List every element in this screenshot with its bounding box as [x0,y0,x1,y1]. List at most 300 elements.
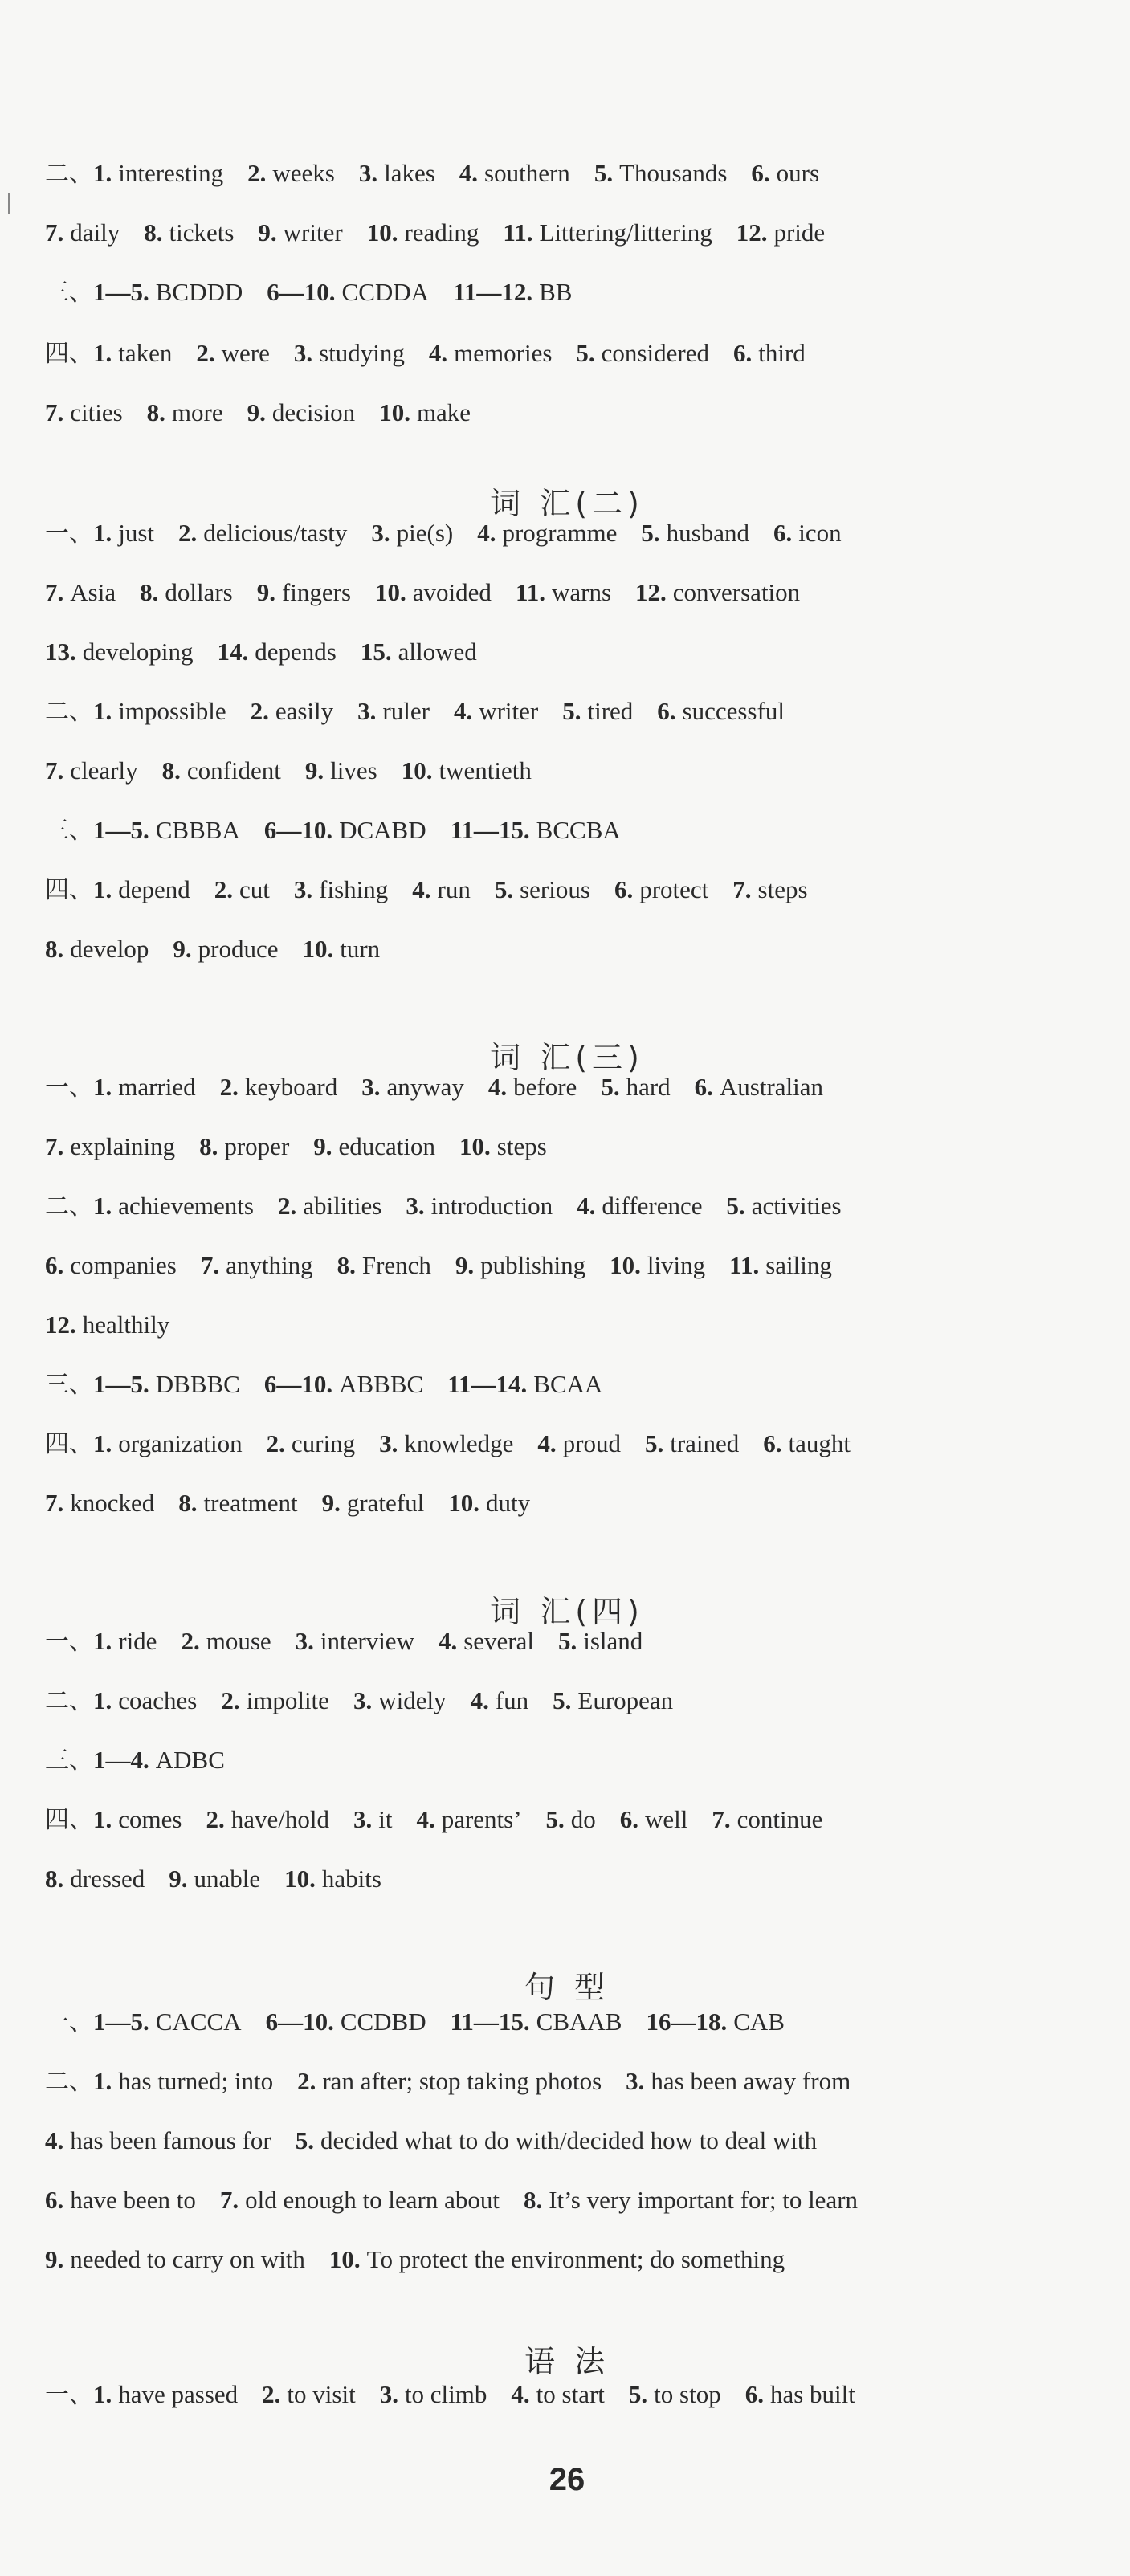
answer-number: 1—5. [93,278,149,306]
answer-number: 1. [93,697,112,725]
answer-text: CCDDA [341,278,430,306]
section-prefix: 二、 [45,160,93,188]
answer-number: 11—15. [450,2007,530,2036]
answer-item [294,339,405,367]
answer-item [45,218,120,247]
answer-item [357,697,430,725]
answer-item [262,2380,356,2408]
answer-item [359,159,435,187]
answer-number: 1. [93,2067,112,2095]
answer-item [93,278,243,306]
answer-number: 9. [313,1132,332,1160]
answer-number: 4. [412,875,431,903]
answer-item [45,2245,305,2273]
answer-item [147,398,223,426]
section-prefix: 二、 [45,1687,93,1715]
answer-text: habits [321,1865,381,1893]
answer-text: education [338,1132,436,1160]
answer-item [45,1489,154,1517]
answer-number: 8. [178,1489,198,1517]
answer-text: to visit [287,2380,356,2408]
answer-number: 4. [416,1805,435,1833]
answer-line [45,628,501,676]
answer-item [453,278,572,306]
answer-item [45,2186,196,2214]
answer-number: 7. [45,398,64,426]
answer-text: pride [773,218,826,247]
answer-text: proud [562,1429,621,1457]
answer-number: 6. [619,1805,639,1833]
answer-item [220,1073,338,1101]
answer-text: treatment [203,1489,298,1517]
answer-item [313,1132,435,1160]
answer-number: 8. [337,1251,356,1279]
answer-line [45,2117,841,2165]
section-heading-vocab-3: 词 汇(三) [490,1040,644,1075]
answer-item [45,1132,175,1160]
answer-item [278,1192,381,1220]
answer-number: 3. [358,159,378,187]
section-prefix: 一、 [45,2008,93,2036]
answer-number: 6. [751,159,770,187]
answer-text: dollars [165,578,233,606]
answer-item [297,2067,602,2095]
answer-text: sailing [765,1251,832,1279]
answer-item [635,578,800,606]
answer-text: warns [551,578,612,606]
answer-text: studying [319,339,405,367]
answer-number: 6. [773,519,793,547]
answer-text: explaining [70,1132,176,1160]
answer-number: 12. [45,1310,76,1339]
answer-item [459,1132,547,1160]
answer-number: 5. [295,2126,314,2154]
answer-text: activities [751,1192,842,1220]
answer-text: run [437,875,471,903]
answer-item [45,1310,169,1339]
answer-item [201,1251,313,1279]
answer-text: achievements [118,1192,254,1220]
answer-text: it [378,1805,393,1833]
answer-text: companies [70,1251,177,1279]
answer-item [439,1627,534,1655]
answer-number: 7. [712,1805,731,1833]
answer-item [220,2186,500,2214]
answer-item [620,1805,688,1833]
answer-text: to start [536,2380,605,2408]
answer-text: memories [454,339,553,367]
answer-number: 11. [503,218,533,247]
answer-item [45,1865,145,1893]
answer-text: well [645,1805,688,1833]
answer-item [610,1251,705,1279]
answer-line [45,2176,882,2224]
answer-number: 11—12. [453,278,533,306]
answer-item [451,816,621,844]
answer-item [93,697,226,725]
answer-item [454,697,538,725]
answer-text: cut [239,875,270,903]
answer-text: Australian [719,1073,824,1101]
answer-line [45,1855,406,1903]
answer-number: 5. [594,159,614,187]
answer-item [93,519,154,547]
answer-item [726,1192,841,1220]
section-heading-sentence-patterns: 句 型 [524,1970,610,2005]
answer-item [353,1686,447,1714]
answer-text: duty [485,1489,531,1517]
answer-number: 5. [562,697,581,725]
section-prefix: 一、 [45,1628,93,1656]
answer-number: 3. [293,339,313,367]
answer-line [45,1182,866,1230]
answer-text: produce [198,935,279,963]
answer-text: confident [186,756,281,785]
answer-number: 11. [729,1251,760,1279]
answer-text: icon [798,519,842,547]
answer-text: weeks [272,159,335,187]
answer-text: BCAA [533,1370,603,1398]
answer-item [379,398,471,426]
answer-text: daily [70,218,120,247]
answer-line [45,149,843,198]
answer-item [695,1073,823,1101]
answer-item [45,2126,271,2154]
answer-number: 10. [328,2245,361,2273]
answer-line [45,2236,809,2284]
answer-text: were [221,339,270,367]
answer-line [45,509,866,557]
answer-item [45,935,149,963]
answer-item [45,1251,177,1279]
answer-text: protect [639,875,709,903]
answer-number: 9. [304,756,324,785]
answer-number: 6. [744,2380,764,2408]
answer-text: trained [670,1429,740,1457]
answer-number: 4. [511,2380,530,2408]
answer-text: ride [118,1627,157,1655]
answer-text: Littering/littering [539,218,712,247]
answer-text: anything [226,1251,313,1279]
answer-text: steps [757,875,808,903]
answer-text: clearly [70,756,138,785]
answer-number: 7. [219,2186,239,2214]
answer-number: 1. [93,159,112,187]
answer-text: grateful [346,1489,425,1517]
answer-number: 4. [470,1686,489,1714]
answer-item [218,638,337,666]
answer-item [93,1370,240,1398]
answer-text: fingers [281,578,352,606]
answer-number: 10. [375,578,406,606]
answer-text: before [513,1073,577,1101]
margin-mark [8,193,10,214]
answer-text: depends [255,638,337,666]
answer-number: 2. [247,159,267,187]
answer-number: 6—10. [265,2007,334,2036]
answer-number: 2. [297,2067,316,2095]
answer-text: publishing [480,1251,586,1279]
answer-item [516,578,611,606]
answer-number: 5. [628,2380,648,2408]
answer-number: 1. [93,339,112,367]
answer-text: tired [587,697,634,725]
answer-line [45,209,849,257]
answer-text: make [416,398,471,426]
answer-item [178,519,347,547]
answer-item [646,2007,785,2036]
answer-item [93,1429,243,1457]
answer-line [45,329,830,377]
answer-number: 16—18. [646,2007,728,2036]
answer-item [379,1429,513,1457]
answer-number: 10. [366,218,398,247]
answer-text: fishing [319,875,389,903]
answer-text: dressed [70,1865,145,1893]
answer-number: 7. [732,875,752,903]
answer-line [45,1123,571,1171]
answer-item [459,159,570,187]
answer-text: do [570,1805,596,1833]
answer-line [45,1479,554,1527]
answer-item [447,1370,602,1398]
answer-item [267,278,429,306]
answer-number: 2. [206,1805,225,1833]
answer-item [206,1805,329,1833]
answer-text: serious [520,875,590,903]
section-prefix: 四、 [45,340,93,368]
answer-number: 2. [181,1627,200,1655]
answer-item [412,875,471,903]
answer-text: twentieth [439,756,532,785]
answer-item [93,2007,242,2036]
answer-item [763,1429,851,1457]
answer-item [264,816,426,844]
answer-line [45,925,404,973]
answer-number: 6. [45,1251,64,1279]
answer-item [367,218,479,247]
answer-text: keyboard [244,1073,338,1101]
section-prefix: 三、 [45,1747,93,1775]
answer-item [745,2380,855,2408]
answer-text: lives [330,756,377,785]
answer-number: 6—10. [267,278,336,306]
answer-text: third [758,339,806,367]
answer-number: 10. [448,1489,479,1517]
answer-number: 5. [641,519,660,547]
answer-text: to climb [404,2380,487,2408]
answer-item [488,1073,577,1101]
answer-item [353,1805,392,1833]
answer-item [294,875,388,903]
answer-text: European [577,1686,674,1714]
answer-item [267,1429,355,1457]
answer-number: 9. [258,218,277,247]
answer-line [45,268,596,316]
answer-item [524,2186,858,2214]
answer-item [537,1429,621,1457]
answer-number: 9. [321,1489,341,1517]
answer-number: 3. [371,519,390,547]
answer-text: has built [769,2380,855,2408]
answer-number: 3. [406,1192,425,1220]
answer-text: Asia [70,578,116,606]
answer-line [45,1063,847,1111]
answer-text: CACCA [155,2007,242,2036]
answer-text: taken [118,339,173,367]
answer-text: more [171,398,223,426]
answer-text: comes [118,1805,182,1833]
answer-number: 1—5. [93,816,149,844]
answer-item [181,1627,271,1655]
section-heading-grammar: 语 法 [524,2344,610,2379]
answer-item [558,1627,643,1655]
answer-text: has been famous for [70,2126,271,2154]
answer-text: turn [340,935,381,963]
section-prefix: 二、 [45,698,93,726]
section-prefix: 四、 [45,876,93,904]
answer-number: 1. [93,1627,112,1655]
answer-item [296,2126,817,2154]
answer-number: 1. [93,1429,112,1457]
answer-item [257,578,351,606]
answer-number: 14. [217,638,249,666]
answer-number: 12. [635,578,667,606]
answer-number: 7. [45,756,64,785]
answer-line [45,1301,194,1349]
answer-line [45,389,495,437]
answer-text: decided what to do with/decided how to deal with [320,2126,818,2154]
answer-line [45,866,832,914]
answer-number: 7. [200,1251,220,1279]
answer-number: 2. [178,519,198,547]
answer-item [329,2245,785,2273]
answer-text: impolite [246,1686,329,1714]
answer-text: unable [194,1865,261,1893]
answer-number: 2. [250,697,269,725]
answer-item [45,398,123,426]
answer-text: successful [682,697,785,725]
answer-line [45,1360,626,1408]
answer-item [380,2380,487,2408]
answer-item [601,1073,670,1101]
answer-text: interview [320,1627,414,1655]
section-prefix: 四、 [45,1430,93,1458]
answer-number: 5. [494,875,514,903]
answer-number: 10. [302,935,334,963]
answer-text: BCCBA [536,816,621,844]
answer-text: island [583,1627,643,1655]
answer-item [645,1429,739,1457]
answer-number: 4. [428,339,448,367]
answer-item [45,638,194,666]
answer-text: healthily [82,1310,170,1339]
answer-item [657,697,785,725]
answer-number: 3. [379,2380,398,2408]
answer-text: CAB [733,2007,785,2036]
answer-text: French [361,1251,431,1279]
answer-item [302,935,380,963]
answer-number: 5. [601,1073,620,1101]
answer-item [296,1627,414,1655]
answer-number: 6—10. [263,816,333,844]
answer-text: living [647,1251,706,1279]
answer-text: writer [479,697,539,725]
answer-text: delicious/tasty [203,519,348,547]
answer-item [503,218,712,247]
answer-text: lakes [384,159,435,187]
answer-text: considered [601,339,709,367]
answer-item [284,1865,381,1893]
answer-text: introduction [430,1192,553,1220]
answer-number: 1. [93,2380,112,2408]
answer-line [45,806,645,854]
answer-item [594,159,728,187]
answer-item [93,2067,273,2095]
answer-text: DCABD [339,816,426,844]
answer-number: 1. [93,1686,112,1714]
answer-item [361,638,477,666]
answer-text: DBBBC [155,1370,240,1398]
answer-number: 4. [453,697,473,725]
answer-item [93,1686,197,1714]
answer-item [553,1686,673,1714]
answer-number: 5. [644,1429,664,1457]
section-prefix: 一、 [45,520,93,548]
answer-text: married [118,1073,196,1101]
answer-item [173,935,278,963]
answer-number: 3. [293,875,313,903]
answer-number: 3. [353,1805,373,1833]
answer-number: 1. [93,519,112,547]
answer-text: parents’ [441,1805,522,1833]
answer-text: ruler [382,697,430,725]
answer-text: decision [271,398,356,426]
answer-number: 6. [763,1429,782,1457]
answer-text: BCDDD [155,278,243,306]
answer-number: 7. [45,1132,64,1160]
section-heading-vocab-4: 词 汇(四) [490,1594,644,1629]
answer-number: 2. [277,1192,297,1220]
section-prefix: 二、 [45,1192,93,1221]
answer-number: 13. [45,638,76,666]
answer-number: 3. [626,2067,645,2095]
answer-item [258,218,342,247]
answer-line [45,1617,667,1665]
answer-number: 4. [487,1073,508,1101]
answer-text: easily [275,697,334,725]
answer-item [221,1686,329,1714]
section-heading-vocab-2: 词 汇(二) [490,486,644,521]
section-prefix: 一、 [45,1074,93,1102]
answer-line [45,1736,249,1784]
answer-text: CCDBD [340,2007,426,2036]
answer-number: 6. [657,697,676,725]
answer-number: 8. [144,218,163,247]
answer-item [45,756,138,785]
answer-text: has turned; into [118,2067,274,2095]
answer-number: 3. [353,1686,373,1714]
answer-item [93,875,190,903]
answer-item [751,159,819,187]
answer-number: 2. [214,875,234,903]
answer-item [169,1865,260,1893]
answer-item [448,1489,530,1517]
answer-line [45,2370,879,2419]
answer-text: pie(s) [396,519,454,547]
answer-item [178,1489,297,1517]
answer-item [455,1251,585,1279]
